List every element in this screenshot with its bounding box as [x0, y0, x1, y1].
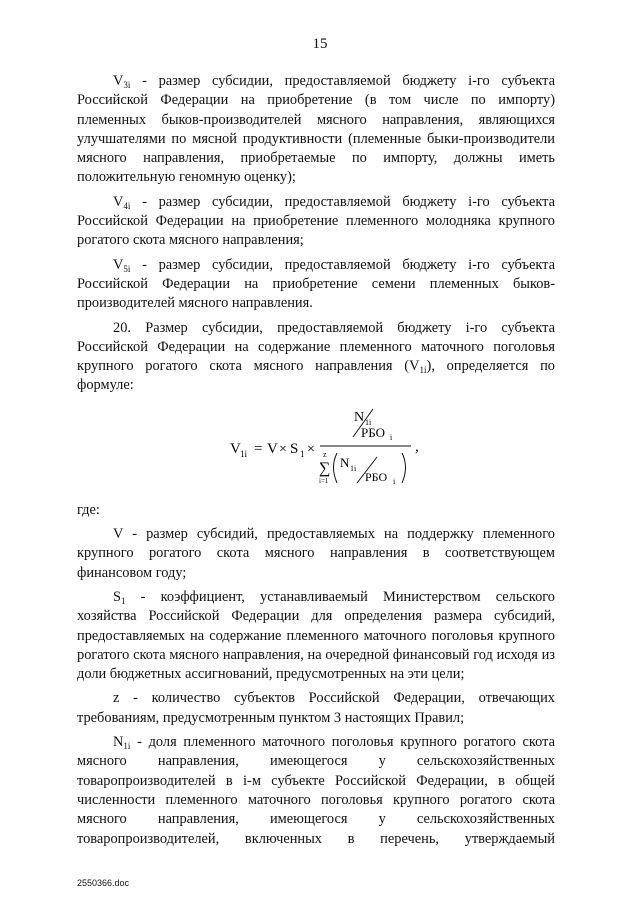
- formula-num-rbo: РБО: [361, 424, 385, 440]
- document-body: [77, 72, 555, 854]
- paragraph-20-text-after: ), определяется по формуле:: [77, 358, 555, 394]
- file-name-footer: 2550366.doc: [77, 878, 130, 888]
- paragraph-v3-text: - размер субсидии, предоставляемой бюджету i-го субъекта Российской Федерации на приобретение (в том числе по импорту) племенных быков-производителей мясного направления, являющихся улучшателями по мясной продуктивности (племенные быки-производители мясного направления, приобретаемые по импорту, должны иметь положительную геномную оценку);: [77, 73, 555, 186]
- formula-v: V: [267, 440, 278, 457]
- formula-sum-top: z: [323, 449, 327, 459]
- def-s-symbol: S: [113, 588, 122, 605]
- def-n-text: - доля племенного маточного поголовья крупного рогатого скота мясного направления, имеющегося у сельскохозяйственных товаропроизводителей в i-м субъекте Российской Федерации, в общей численности племенного маточного поголовья крупного рогатого скота мясного направления, имеющегося у сельскохозяйственных товаропроизводителей, включенных в перечень, утверждаемый: [77, 734, 555, 847]
- formula-num-rbo-sub: i: [390, 432, 393, 442]
- paragraph-20-text-before: 20. Размер субсидии, предоставляемой бюджету i-го субъекта Российской Федерации на содержание племенного маточного поголовья крупного рогатого скота мясного направления (: [77, 319, 555, 375]
- formula-num-n-sub: 1i: [365, 417, 372, 427]
- symbol-v5-subscript: 5i: [123, 263, 131, 274]
- formula-den-rbo: РБО: [365, 469, 388, 484]
- def-s-text: - коэффициент, устанавливаемый Министерством сельского хозяйства Российской Федерации для определения размера субсидий, предоставляемых на содержание племенного маточного поголовья крупного рогатого скота мясного направления, на очередной финансовый год исходя из доли бюджетных ассигнований, предусмотренных на эти цели;: [77, 588, 555, 683]
- formula-right-paren: [402, 453, 406, 483]
- def-n-symbol: N: [113, 734, 124, 751]
- formula-times-2: ×: [307, 441, 315, 457]
- formula-den-rbo-sub: i: [393, 476, 396, 486]
- paragraph-v3-definition: [77, 72, 555, 188]
- formula-lhs-sub: 1i: [240, 448, 248, 459]
- formula-den-n-sub: 1i: [350, 463, 357, 473]
- formula-s-sub: 1: [300, 448, 305, 459]
- formula-comma: ,: [415, 438, 419, 455]
- definition-v: [77, 525, 555, 583]
- where-label: где:: [77, 501, 100, 518]
- def-s-subscript: 1: [121, 595, 126, 606]
- formula-sum-bottom: i=1: [319, 476, 329, 485]
- formula-den-n: N: [340, 454, 350, 470]
- def-z-symbol: z: [113, 690, 120, 707]
- symbol-v3: V: [113, 73, 124, 89]
- symbol-v4: V: [113, 193, 124, 210]
- page-number: 15: [312, 36, 328, 52]
- def-n-subscript: 1i: [123, 741, 131, 752]
- formula-s: S: [290, 440, 299, 457]
- symbol-v5: V: [113, 256, 124, 273]
- symbol-v3-subscript: 3i: [123, 80, 131, 90]
- definition-n1: [77, 733, 555, 849]
- subsidy-formula: [77, 401, 555, 491]
- def-v-text: - размер субсидий, предоставляемых на поддержку племенного крупного рогатого скота мясного направления в соответствующем финансовом году;: [77, 526, 555, 581]
- formula-num-n: N: [354, 409, 365, 425]
- formula-times-1: ×: [279, 441, 287, 457]
- formula-graphic: [227, 401, 457, 491]
- def-v-symbol: V: [113, 526, 124, 543]
- formula-lhs: V: [230, 440, 241, 457]
- paragraph-v5-text: - размер субсидии, предоставляемой бюджету i-го субъекта Российской Федерации на приобретение семени племенных быков-производителей мясного направления.: [77, 256, 555, 312]
- symbol-v1: V: [409, 358, 420, 375]
- def-z-text: - количество субъектов Российской Федерации, отвечающих требованиям, предусмотренным пунктом 3 настоящих Правил;: [77, 690, 555, 726]
- formula-sigma: ∑: [319, 459, 331, 477]
- symbol-v1-subscript: 1i: [419, 365, 427, 376]
- definition-z: [77, 689, 555, 728]
- paragraph-v4-definition: [77, 193, 555, 251]
- definition-s1: [77, 588, 555, 684]
- paragraph-20: [77, 319, 555, 396]
- formula-equals: =: [254, 440, 263, 457]
- paragraph-v4-text: - размер субсидии, предоставляемой бюджету i-го субъекта Российской Федерации на приобретение племенного молодняка крупного рогатого скота мясного направления;: [77, 193, 555, 249]
- formula-left-paren: [334, 453, 338, 483]
- symbol-v4-subscript: 4i: [123, 200, 131, 211]
- paragraph-v5-definition: [77, 256, 555, 314]
